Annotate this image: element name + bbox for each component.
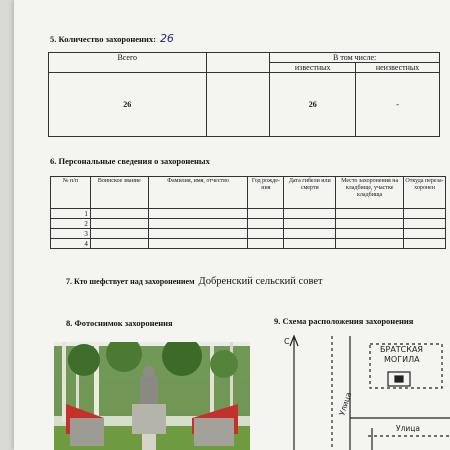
empty-header-cell (206, 53, 270, 73)
header-burial-place: Место захоронения на кладбище, участке кладбища (336, 177, 404, 209)
grave-label-line2: МОГИЛА (384, 355, 420, 364)
section-9-title: 9. Схема расположения захоронения (274, 316, 414, 326)
memorial-photo-image (54, 342, 250, 450)
empty-value-cell (206, 73, 270, 137)
section-7 (66, 276, 323, 287)
header-number: № п/п (51, 177, 91, 209)
grave-label-line1: БРАТСКАЯ (380, 345, 423, 354)
row-number: 4 (51, 239, 91, 249)
document-page (14, 0, 450, 450)
section-7-title: 7. Кто шефствует над захоронением (66, 277, 195, 286)
north-label: С (284, 337, 290, 346)
total-value: 26 (49, 73, 207, 137)
burial-count-table (48, 52, 440, 137)
section-5-title-text: 5. Количество захоронених: (50, 34, 156, 44)
row-number: 2 (51, 219, 91, 229)
burial-photo (54, 342, 250, 450)
personal-info-table (50, 176, 446, 249)
table-row (51, 219, 446, 229)
header-name: Фамилия, имя, отчество (148, 177, 248, 209)
header-death-date: Дата гибели или смерти (284, 177, 336, 209)
location-map-drawing (280, 332, 450, 450)
table-row (51, 209, 446, 219)
section-5-title (50, 32, 174, 45)
col-unknown-header: неизвестных (356, 63, 440, 73)
row-number: 1 (51, 209, 91, 219)
header-reburied-from: Откуда переза-хоронен (404, 177, 446, 209)
table-row (51, 229, 446, 239)
handwritten-count: 26 (159, 32, 174, 45)
section-8-title: 8. Фотоснимок захоронения (66, 318, 173, 328)
table-row (51, 239, 446, 249)
col-including-header: В том числе: (270, 53, 440, 63)
patron-value: Добренский сельский совет (198, 276, 323, 287)
col-known-header: известных (270, 63, 356, 73)
row-number: 3 (51, 229, 91, 239)
header-birth-year: Год рожде-ния (248, 177, 284, 209)
unknown-value: - (356, 73, 440, 137)
known-value: 26 (270, 73, 356, 137)
section-6-title: 6. Персональные сведения о захороненых (50, 156, 210, 166)
street-label-horizontal: Улица (396, 424, 420, 433)
col-total-header: Всего (49, 53, 207, 73)
header-rank: Воинское звание (90, 177, 148, 209)
street-label-vertical: Улица (337, 391, 354, 417)
location-scheme (280, 332, 450, 450)
